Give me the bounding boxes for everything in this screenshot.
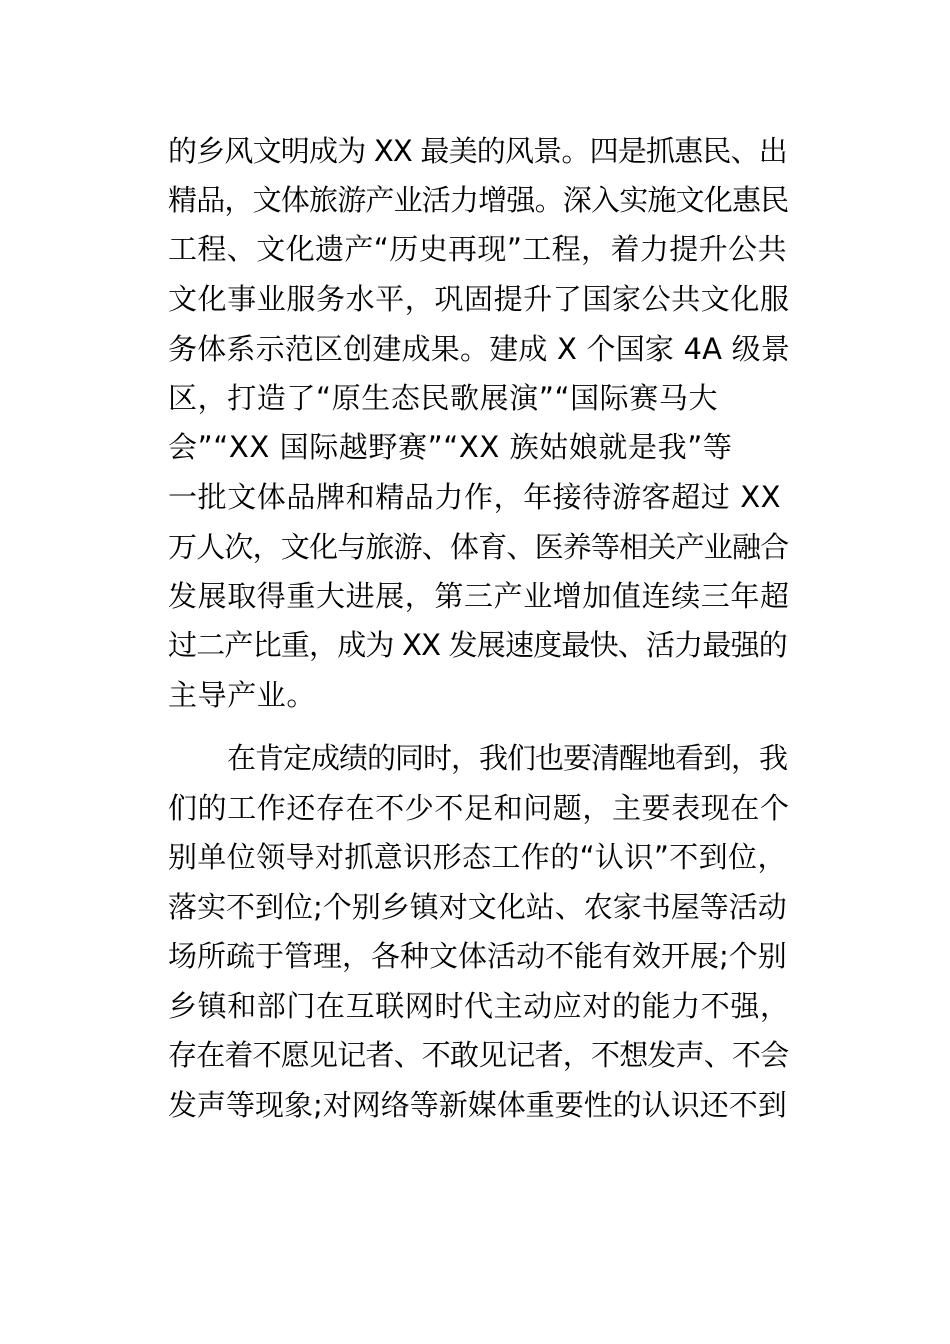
paragraph-1-line-3: 工程、文化遗产“历史再现”工程，着力提升公共 <box>168 232 787 266</box>
paragraph-1-line-9: 万人次，文化与旅游、体育、医养等相关产业融合 <box>168 530 789 564</box>
paragraph-1-line-8: 一批文体品牌和精品力作，年接待游客超过 XX <box>168 480 782 514</box>
paragraph-2-line-8: 发声等现象;对网络等新媒体重要性的认识还不到 <box>168 1088 787 1122</box>
paragraph-1-line-12: 主导产业。 <box>168 678 317 712</box>
paragraph-1-line-4: 文化事业服务水平，巩固提升了国家公共文化服 <box>168 282 790 316</box>
paragraph-2-line-7: 存在着不愿见记者、不敢见记者，不想发声、不会 <box>168 1038 789 1072</box>
paragraph-2-line-3: 别单位领导对抓意识形态工作的“认识”不到位， <box>168 840 787 874</box>
paragraph-2-line-1: 在肯定成绩的同时，我们也要清醒地看到，我 <box>227 741 788 775</box>
paragraph-1-line-2: 精品，文体旅游产业活力增强。深入实施文化惠民 <box>168 183 789 217</box>
paragraph-1-line-1: 的乡风文明成为 XX 最美的风景。四是抓惠民、出 <box>168 134 787 168</box>
paragraph-1-line-7: 会”“XX 国际越野赛”“XX 族姑娘就是我”等 <box>168 430 733 464</box>
paragraph-2-line-6: 乡镇和部门在互联网时代主动应对的能力不强， <box>168 989 790 1023</box>
paragraph-1-line-10: 发展取得重大进展，第三产业增加值连续三年超 <box>168 579 790 613</box>
paragraph-1-line-11: 过二产比重，成为 XX 发展速度最快、活力最强的 <box>168 628 787 662</box>
paragraph-1-line-6: 区，打造了“原生态民歌展演”“国际赛马大 <box>168 381 719 415</box>
paragraph-2-line-2: 们的工作还存在不少不足和问题，主要表现在个 <box>168 791 790 825</box>
paragraph-2-line-4: 落实不到位;个别乡镇对文化站、农家书屋等活动 <box>168 890 787 924</box>
paragraph-1-line-5: 务体系示范区创建成果。建成 X 个国家 4A 级景 <box>168 332 791 366</box>
paragraph-2-line-5: 场所疏于管理，各种文体活动不能有效开展;个别 <box>168 939 787 973</box>
